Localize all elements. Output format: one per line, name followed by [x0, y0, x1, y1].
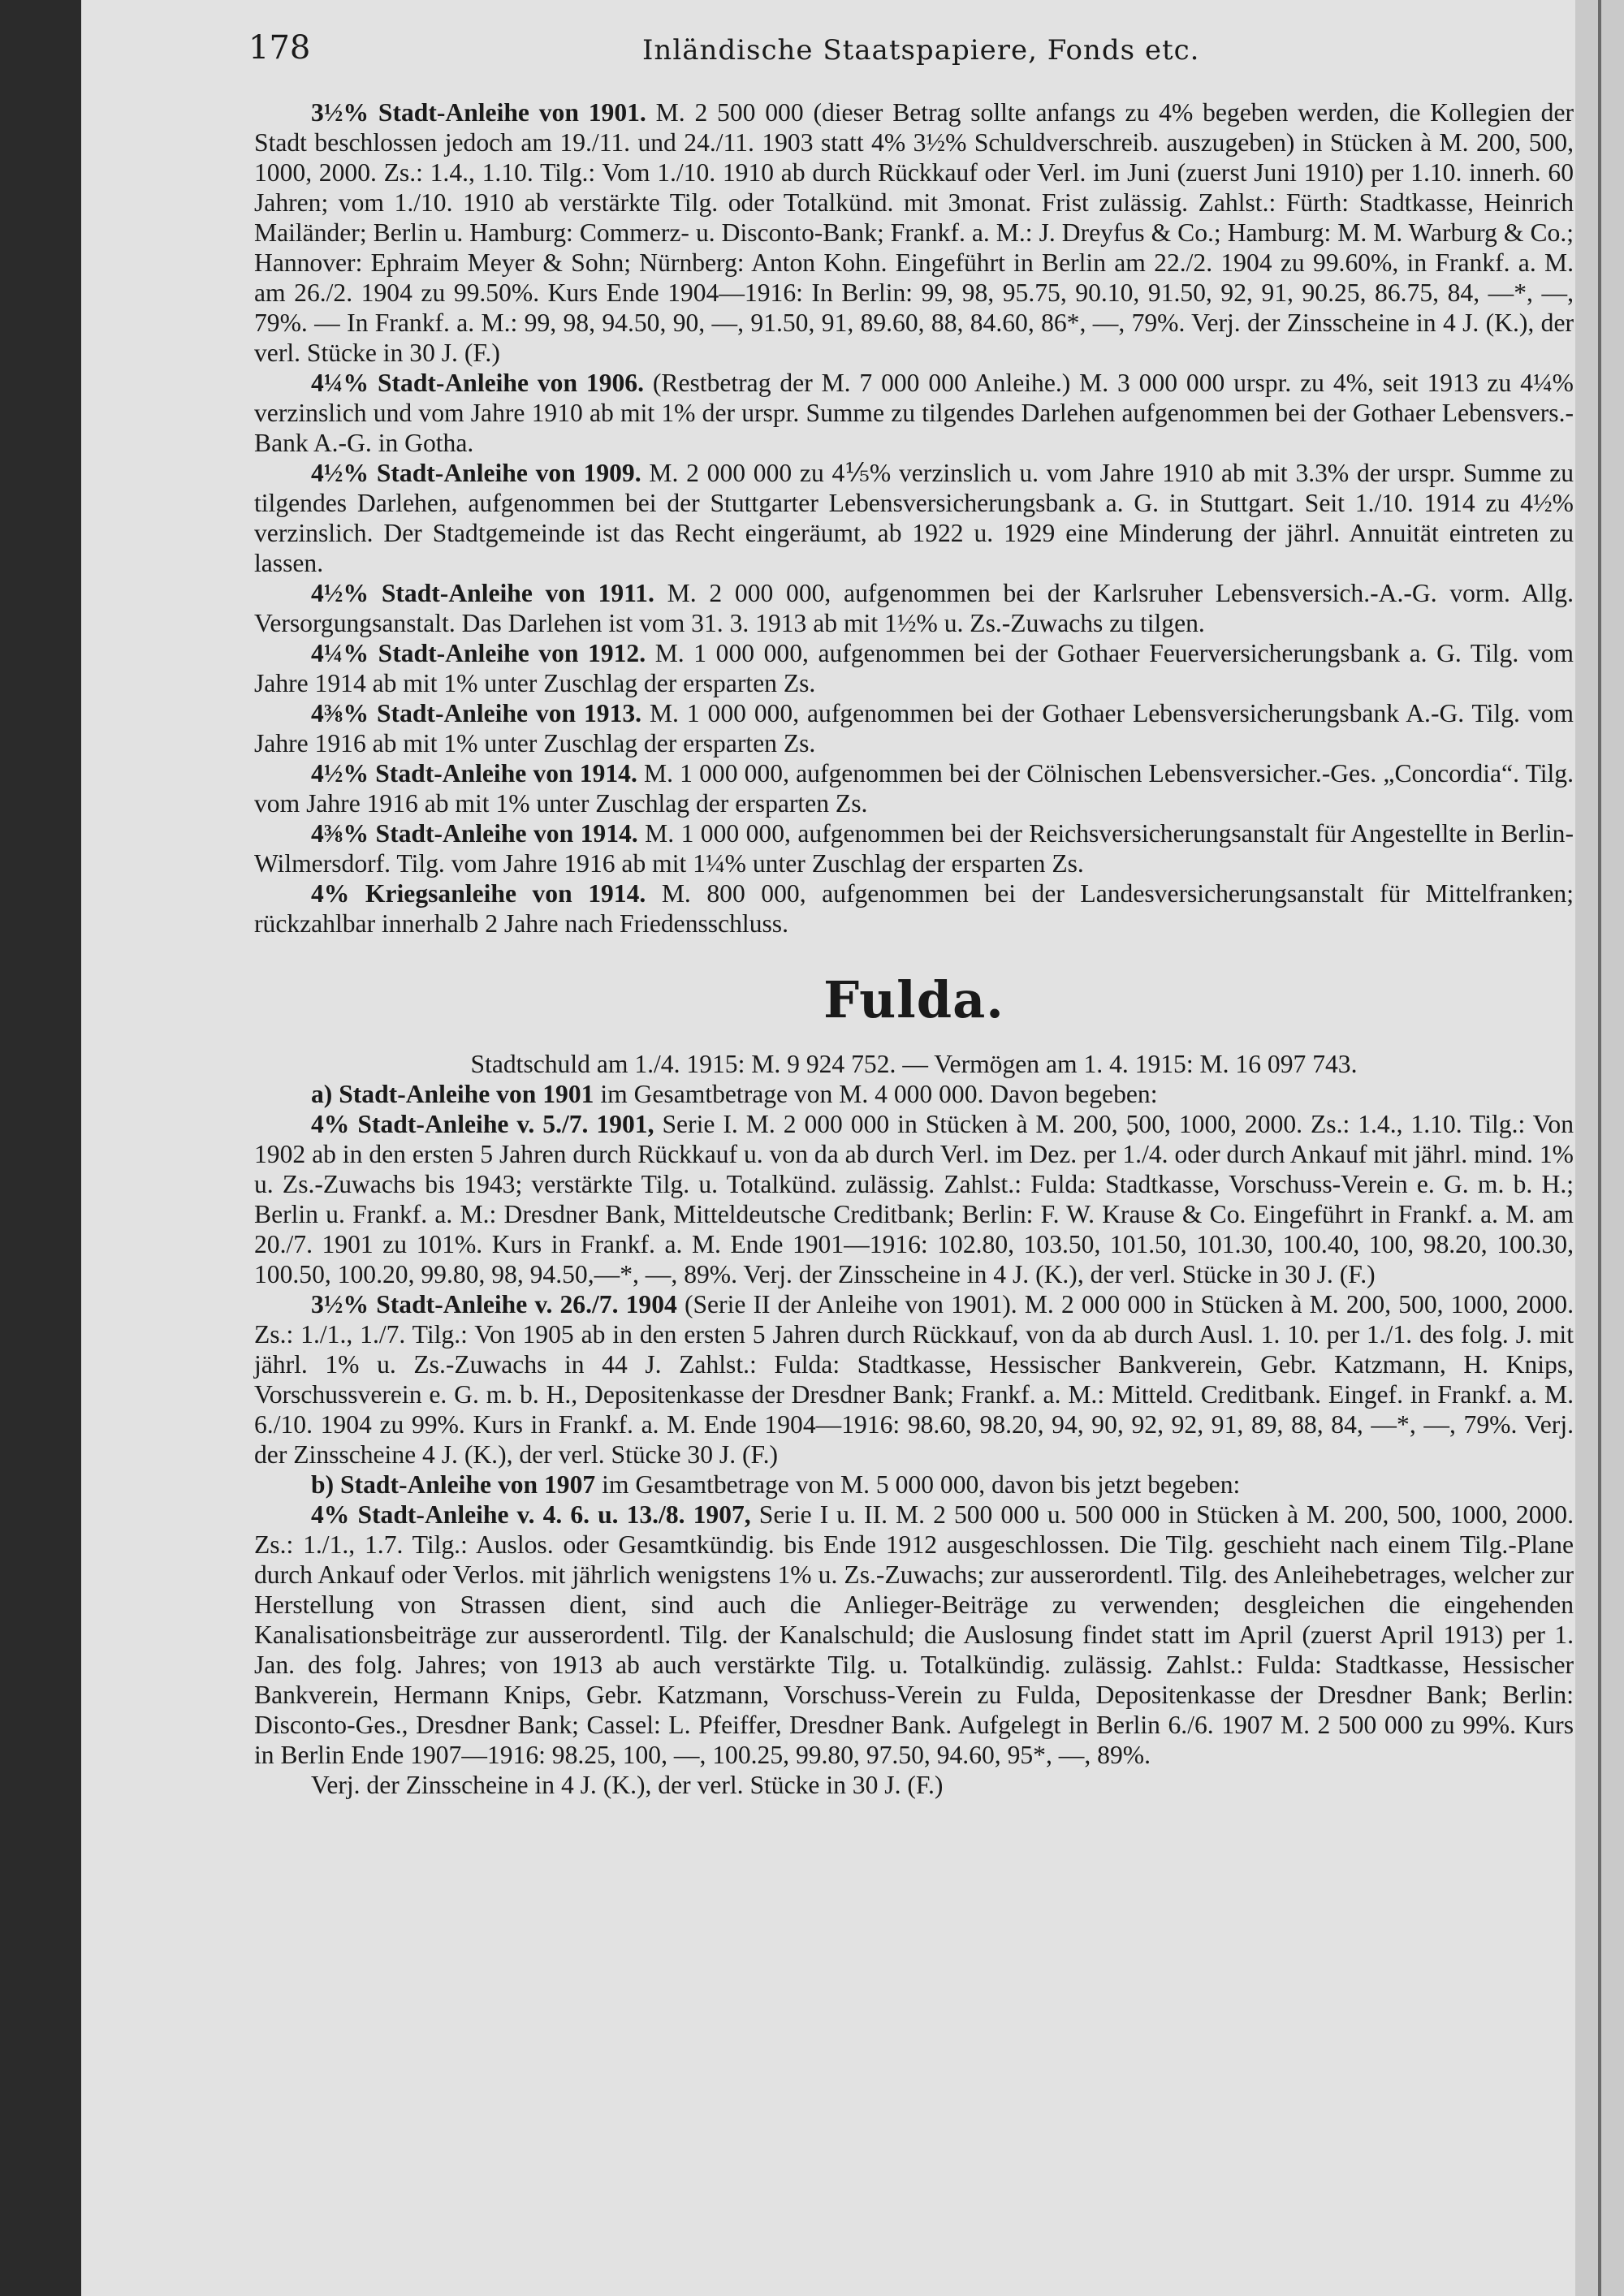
adjacent-page-edge [1575, 0, 1624, 2296]
entry-text: M. 800 000, aufgenommen bei der Landesversicherungsanstalt für Mittelfranken; rückzahlbar innerhalb 2 Jahre nach Friedensschluss. [254, 879, 1574, 938]
entry-text: M. 2 000 000, aufgenommen bei der Karlsruher Lebensversich.-A.-G. vorm. Allg. Versorgungsanstalt. Das Darlehen ist vom 31. 3. 1913 ab mit 1½% u. Zs.-Zuwachs zu tilgen. [254, 579, 1574, 637]
entry-heading: 3½% Stadt-Anleihe von 1901. [311, 98, 646, 127]
running-head: Inländische Staatspapiere, Fonds etc. [642, 34, 1200, 67]
entry-fuerth-1906 [254, 368, 1574, 458]
entry-fuerth-1913 [254, 698, 1574, 758]
entry-fulda-a [254, 1079, 1574, 1109]
page-edge-strip [1598, 0, 1601, 2296]
entry-heading: 4% Stadt-Anleihe v. 4. 6. u. 13./8. 1907, [311, 1500, 751, 1529]
entry-heading: 4⅜% Stadt-Anleihe von 1914. [311, 819, 638, 848]
entry-heading: 4% Stadt-Anleihe v. 5./7. 1901, [311, 1110, 654, 1138]
entry-text: M. 1 000 000, aufgenommen bei der Gothaer Lebensversicherungsbank A.-G. Tilg. vom Jahre 1916 ab mit 1% unter Zuschlag der ersparten Zs. [254, 699, 1574, 757]
entry-heading: 4¼% Stadt-Anleihe von 1906. [311, 369, 644, 397]
entry-heading: 4½% Stadt-Anleihe von 1909. [311, 459, 641, 487]
page-content [254, 97, 1574, 1800]
entry-heading: 4½% Stadt-Anleihe von 1911. [311, 579, 654, 607]
entry-heading: 4⅜% Stadt-Anleihe von 1913. [311, 699, 642, 727]
entry-fuerth-1914-concordia [254, 758, 1574, 818]
page-number: 178 [248, 29, 311, 67]
entry-text: (Restbetrag der M. 7 000 000 Anleihe.) M. 3 000 000 urspr. zu 4%, seit 1913 zu 4¼% verzinslich und vom Jahre 1910 ab mit 1% der urspr. Summe zu tilgendes Darlehen aufgenommen bei der Gothaer Lebensvers.-Bank A.-G. in Gotha. [254, 369, 1574, 457]
entry-text: M. 2 500 000 (dieser Betrag sollte anfangs zu 4% begeben werden, die Kollegien der Stadt beschlossen jedoch am 19./11. und 24./11. 1903 statt 4% 3½% Schuldverschreib. auszugeben) in Stücken à M. 200, 500, 1000, 2000. Zs.: 1.4., 1.10. Tilg.: Vom 1./10. 1910 ab durch Rückkauf oder Verl. im Juni (zuerst Juni 1910) per 1.10. innerh. 60 Jahren; vom 1./10. 1910 ab verstärkte Tilg. oder Totalkünd. mit 3monat. Frist zulässig. Zahlst.: Fürth: Stadtkasse, Heinrich Mailänder; Berlin u. Hamburg: Commerz- u. Disconto-Bank; Frankf. a. M.: J. Dreyfus & Co.; Hamburg: M. M. Warburg & Co.; Hannover: Ephraim Meyer & Sohn; Nürnberg: Anton Kohn. Eingeführt in Berlin am 22./2. 1904 zu 99.60%, in Frankf. a. M. am 26./2. 1904 zu 99.50%. Kurs Ende 1904—1916: In Berlin: 99, 98, 95.75, 90.10, 91.50, 92, 91, 90.25, 86.75, 84, —*, —, 79%. — In Frankf. a. M.: 99, 98, 94.50, 90, —, 91.50, 91, 89.60, 88, 84.60, 86*, —, 79%. Verj. der Zinsscheine in 4 J. (K.), der verl. Stücke in 30 J. (F.) [254, 98, 1574, 367]
entry-text: Serie I. M. 2 000 000 in Stücken à M. 200, 500, 1000, 2000. Zs.: 1.4., 1.10. Tilg.: Von 1902 ab in den ersten 5 Jahren durch Rückkauf u. von da ab durch Verl. im Dez. per 1./4. oder durch Ankauf mit jährl. mind. 1% u. Zs.-Zuwachs bis 1943; verstärkte Tilg. u. Totalkünd. zulässig. Zahlst.: Fulda: Stadtkasse, Vorschuss-Verein e. G. m. b. H.; Berlin u. Frankf. a. M.: Dresdner Bank, Mitteldeutsche Creditbank; Berlin: F. W. Krause & Co. Eingeführt in Frankf. a. M. am 20./7. 1901 zu 101%. Kurs in Frankf. a. M. Ende 1901—1916: 102.80, 103.50, 101.50, 101.30, 100.40, 100, 98.20, 100.30, 100.50, 100.20, 99.80, 98, 94.50,—*, —, 89%. Verj. der Zinsscheine in 4 J. (K.), der verl. Stücke in 30 J. (F.) [254, 1110, 1574, 1288]
entry-heading: 3½% Stadt-Anleihe v. 26./7. 1904 [311, 1290, 677, 1318]
entry-text: im Gesamtbetrage von M. 4 000 000. Davon begeben: [600, 1080, 1158, 1108]
entry-fulda-1901 [254, 1109, 1574, 1289]
entry-text: Serie I u. II. M. 2 500 000 u. 500 000 in Stücken à M. 200, 500, 1000, 2000. Zs.: 1./1., 1.7. Tilg.: Auslos. oder Gesamtkündig. bis Ende 1912 ausgeschlossen. Die Tilg. geschieht nach einem Tilg.-Plane durch Ankauf oder Verlos. mit jährlich wenigstens 1% u. Zs.-Zuwachs; zur ausserordentl. Tilg. des Anleihebetrages, welcher zur Herstellung von Strassen dient, sind auch die Anlieger-Beiträge zu verwenden; desgleichen die eingehenden Kanalisationsbeiträge zur ausserordentl. Tilg. der Kanalschuld; die Auslosung findet statt im April (zuerst April 1913) per 1. Jan. des folg. Jahres; von 1913 ab auch verstärkte Tilg. u. Totalkündig. zulässig. Zahlst.: Fulda: Stadtkasse, Hessischer Bankverein, Hermann Knips, Gebr. Katzmann, Vorschuss-Verein zu Fulda, Depositenkasse der Dresdner Bank; Berlin: Disconto-Ges., Dresdner Bank; Cassel: L. Pfeiffer, Dresdner Bank. Aufgelegt in Berlin 6./6. 1907 M. 2 500 000 zu 99%. Kurs in Berlin Ende 1907—1916: 98.25, 100, —, 100.25, 99.80, 97.50, 94.60, 95*, —, 89%. [254, 1500, 1574, 1769]
entry-heading: a) Stadt-Anleihe von 1901 [311, 1080, 594, 1108]
entry-fuerth-1909 [254, 458, 1574, 578]
entry-fuerth-1901 [254, 97, 1574, 368]
entry-fulda-1907 [254, 1500, 1574, 1770]
entry-fuerth-kriegsanleihe [254, 878, 1574, 939]
page-header [248, 29, 1572, 78]
entry-heading: 4¼% Stadt-Anleihe von 1912. [311, 639, 646, 667]
fulda-verjaehrung: Verj. der Zinsscheine in 4 J. (K.), der verl. Stücke in 30 J. (F.) [311, 1771, 944, 1799]
city-heading-fulda: Fulda. [823, 970, 1004, 1029]
fulda-summary: Stadtschuld am 1./4. 1915: M. 9 924 752. — Vermögen am 1. 4. 1915: M. 16 097 743. [470, 1050, 1358, 1078]
entry-fulda-b [254, 1470, 1574, 1500]
entry-text: M. 1 000 000, aufgenommen bei der Gothaer Feuerversicherungsbank a. G. Tilg. vom Jahre 1914 ab mit 1% unter Zuschlag der ersparten Zs. [254, 639, 1574, 697]
entry-fulda-1904 [254, 1289, 1574, 1470]
entry-text: (Serie II der Anleihe von 1901). M. 2 000 000 in Stücken à M. 200, 500, 1000, 2000. Zs.: 1./1., 1./7. Tilg.: Von 1905 ab in den ersten 5 Jahren durch Rückkauf, von da ab durch Ausl. 1. 10. per 1./1. des folg. J. mit jährl. 1% u. Zs.-Zuwachs in 44 J. Zahlst.: Fulda: Stadtkasse, Hessischer Bankverein, Gebr. Katzmann, H. Knips, Vorschussverein e. G. m. b. H., Depositenkasse der Dresdner Bank; Frankf. a. M.: Mitteld. Creditbank. Eingef. in Frankf. a. M. 6./10. 1904 zu 99%. Kurs in Frankf. a. M. Ende 1904—1916: 98.60, 98.20, 94, 90, 92, 92, 91, 89, 88, 84, —*, —, 79%. Verj. der Zinsscheine 4 J. (K.), der verl. Stücke 30 J. (F.) [254, 1290, 1574, 1469]
entry-heading: 4% Kriegsanleihe von 1914. [311, 879, 646, 908]
entry-text: im Gesamtbetrage von M. 5 000 000, davon bis jetzt begeben: [602, 1470, 1241, 1499]
entry-fuerth-1914-reichsvers [254, 818, 1574, 878]
entry-text: M. 1 000 000, aufgenommen bei der Cölnischen Lebensversicher.-Ges. „Concordia“. Tilg. vom Jahre 1916 ab mit 1% unter Zuschlag der ersparten Zs. [254, 759, 1574, 818]
entry-fuerth-1912 [254, 638, 1574, 698]
entry-fuerth-1911 [254, 578, 1574, 638]
entry-heading: 4½% Stadt-Anleihe von 1914. [311, 759, 637, 788]
entry-text: M. 1 000 000, aufgenommen bei der Reichsversicherungsanstalt für Angestellte in Berlin-Wilmersdorf. Tilg. vom Jahre 1916 ab mit 1¼% unter Zuschlag der ersparten Zs. [254, 819, 1574, 878]
entry-text: M. 2 000 000 zu 4⅕% verzinslich u. vom Jahre 1910 ab mit 3.3% der urspr. Summe zu tilgendes Darlehen, aufgenommen bei der Stuttgarter Lebensversicherungsbank a. G. in Stuttgart. Seit 1./10. 1914 zu 4½% verzinslich. Der Stadtgemeinde ist das Recht eingeräumt, ab 1922 u. 1929 eine Minderung der jährl. Annuität eintreten zu lassen. [254, 459, 1574, 577]
entry-heading: b) Stadt-Anleihe von 1907 [311, 1470, 596, 1499]
